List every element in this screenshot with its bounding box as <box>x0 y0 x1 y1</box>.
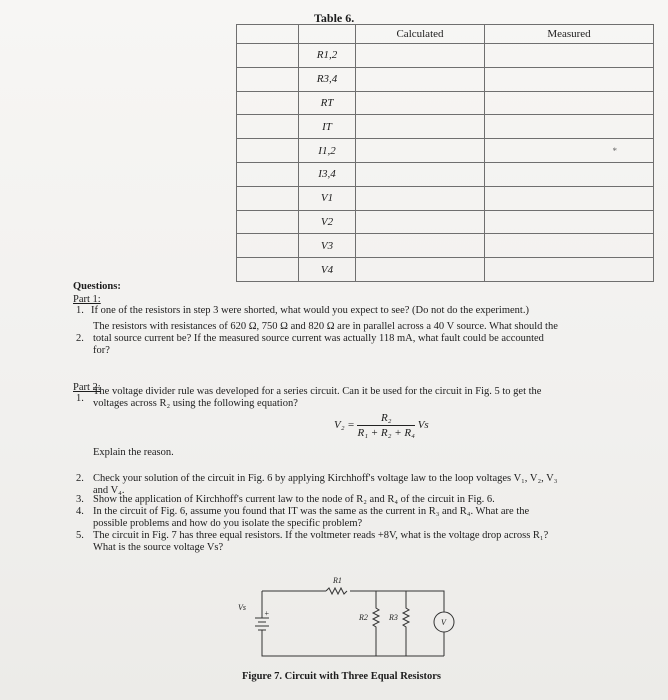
part2-label: Part 2: <box>73 382 101 393</box>
label-r1: R1 <box>333 576 342 585</box>
wire <box>262 630 444 656</box>
p2q4-line2: possible problems and how do you isolate the specific problem? <box>93 518 363 529</box>
p2q3-number: 3. <box>76 494 84 505</box>
table-title: Table 6. <box>314 11 355 25</box>
label-vs: Vs <box>238 603 246 612</box>
cell-calculated[interactable] <box>356 44 485 68</box>
row-label: V3 <box>299 234 356 258</box>
circuit-diagram <box>226 572 466 667</box>
stray-mark: * <box>612 145 617 156</box>
eq-lhs: V₂ = <box>334 419 355 432</box>
part1-label: Part 1: <box>73 294 101 305</box>
eq-rhs: Vs <box>417 419 429 432</box>
table-row <box>237 162 654 186</box>
p2q2-line1: Check your solution of the circuit in Fig. 6 by applying Kirchhoff's voltage law to the loop voltages V₁, V₂, V₃ <box>93 473 558 484</box>
p2q4-line1: In the circuit of Fig. 6, assume you found that IT was the same as the current in R₃ and R₄. What are the <box>93 506 530 517</box>
resistor-r3-symbol <box>403 591 409 656</box>
figure-caption: Figure 7. Circuit with Three Equal Resistors <box>242 671 442 682</box>
label-meter: V <box>441 618 446 627</box>
row-label: I3,4 <box>299 162 356 186</box>
row-label: IT <box>299 115 356 139</box>
row-label: V4 <box>299 258 356 282</box>
p2q5-line2: What is the source voltage Vs? <box>93 542 224 553</box>
resistor-r2-symbol <box>373 591 379 656</box>
row-label: R3,4 <box>299 67 356 91</box>
cell-measured[interactable] <box>485 258 654 282</box>
cell-calculated[interactable] <box>356 139 485 163</box>
cell-calculated[interactable] <box>356 258 485 282</box>
label-plus: + <box>264 609 270 618</box>
table-row <box>237 67 654 91</box>
cell-calculated[interactable] <box>356 91 485 115</box>
p2q5-number: 5. <box>76 530 84 541</box>
header-calculated: Calculated <box>356 25 485 44</box>
cell-calculated[interactable] <box>356 115 485 139</box>
table-row <box>237 234 654 258</box>
table-row <box>237 139 654 163</box>
cell-calculated[interactable] <box>356 162 485 186</box>
cell-measured[interactable] <box>485 67 654 91</box>
q2-line2: total source current be? If the measured source current was actually 118 mA, what fault could be accounted <box>93 333 544 344</box>
row-label: V1 <box>299 186 356 210</box>
p2q3-text: Show the application of Kirchhoff's current law to the node of R₂ and R₄ of the circuit in Fig. 6. <box>93 494 495 505</box>
eq-denominator: R₁ + R₂ + R₄ <box>357 427 415 439</box>
q2-line1: The resistors with resistances of 620 Ω, 750 Ω and 820 Ω are in parallel across a 40 V source. What should the <box>93 321 558 332</box>
p2q1-line2: voltages across R₂ using the following equation? <box>93 398 298 409</box>
header-label-cell <box>299 25 356 44</box>
q1-text: If one of the resistors in step 3 were shorted, what would you expect to see? (Do not do the experiment.) <box>91 305 529 316</box>
explain-text: Explain the reason. <box>93 447 174 458</box>
questions-heading: Questions: <box>73 281 121 292</box>
cell-measured[interactable] <box>485 234 654 258</box>
cell-measured[interactable] <box>485 44 654 68</box>
wire <box>350 591 444 612</box>
table-row <box>237 91 654 115</box>
row-label: RT <box>299 91 356 115</box>
cell-calculated[interactable] <box>356 234 485 258</box>
cell-measured[interactable] <box>485 162 654 186</box>
q2-line3: for? <box>93 345 110 356</box>
eq-numerator: R₂ <box>357 412 414 426</box>
cell-calculated[interactable] <box>356 186 485 210</box>
row-label: R1,2 <box>299 44 356 68</box>
header-blank-cell <box>237 25 299 44</box>
table-row <box>237 115 654 139</box>
p2q2-number: 2. <box>76 473 84 484</box>
q1-number: 1. <box>76 305 84 316</box>
results-table <box>236 24 654 282</box>
eq-fraction <box>357 412 414 439</box>
table-row <box>237 258 654 282</box>
row-label: V2 <box>299 210 356 234</box>
q2-number: 2. <box>76 333 84 344</box>
p2q5-line1: The circuit in Fig. 7 has three equal resistors. If the voltmeter reads +8V, what is the voltage drop across R₁? <box>93 530 549 541</box>
row-label: I1,2 <box>299 139 356 163</box>
label-r2: R2 <box>359 613 368 622</box>
table-header-row <box>237 25 654 44</box>
cell-calculated[interactable] <box>356 67 485 91</box>
p2q4-number: 4. <box>76 506 84 517</box>
label-r3: R3 <box>389 613 398 622</box>
cell-calculated[interactable] <box>356 210 485 234</box>
voltage-divider-equation <box>334 412 429 439</box>
resistor-r1-symbol <box>326 588 347 594</box>
table-row <box>237 44 654 68</box>
cell-measured[interactable] <box>485 210 654 234</box>
header-measured: Measured <box>485 25 654 44</box>
p2q1-number: 1. <box>76 393 84 404</box>
battery-symbol <box>255 618 269 630</box>
cell-measured[interactable] <box>485 91 654 115</box>
table-row <box>237 210 654 234</box>
table-row <box>237 186 654 210</box>
cell-measured[interactable] <box>485 186 654 210</box>
cell-measured[interactable] <box>485 115 654 139</box>
p2q1-line1: The voltage divider rule was developed for a series circuit. Can it be used for the circuit in Fig. 5 to get the <box>93 386 542 397</box>
cell-measured[interactable] <box>485 139 654 163</box>
p2q2-line2: and V₄. <box>93 485 125 496</box>
